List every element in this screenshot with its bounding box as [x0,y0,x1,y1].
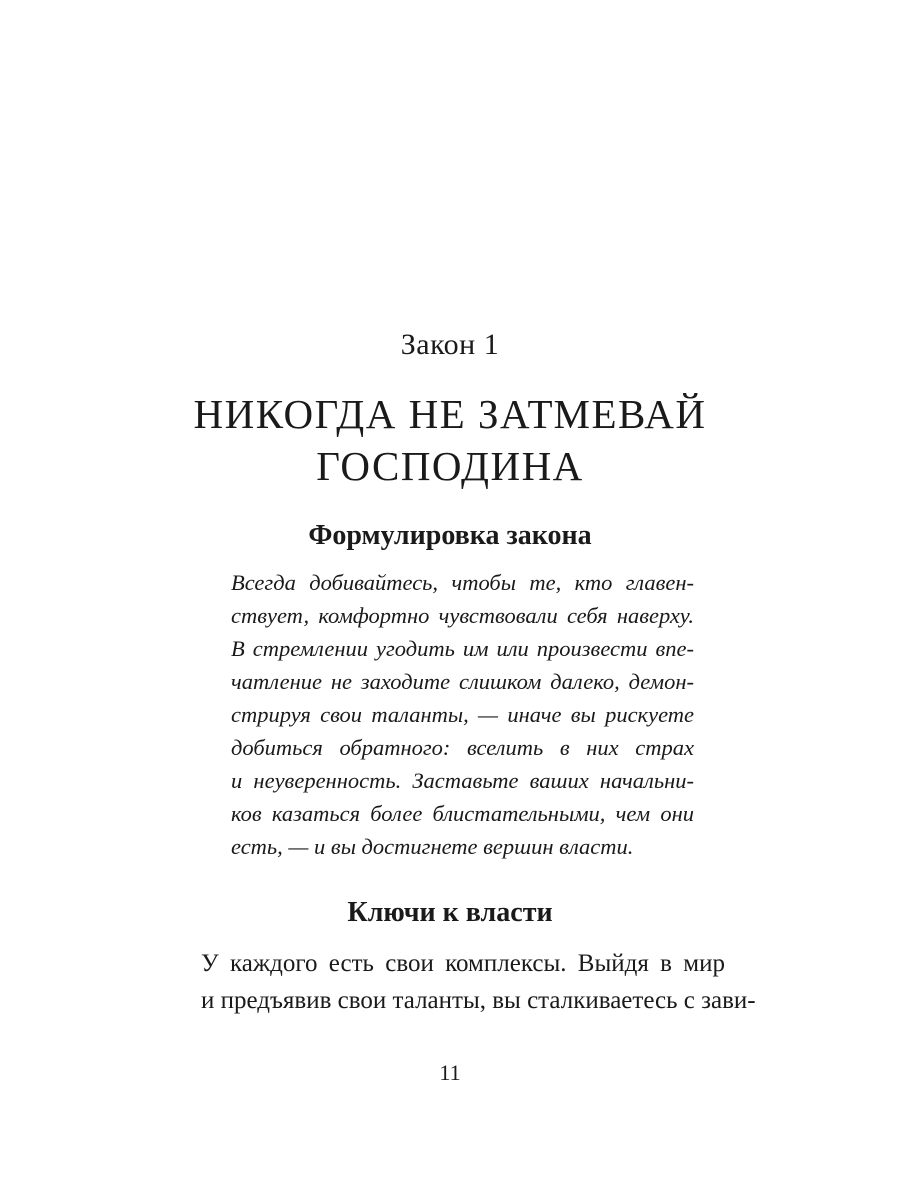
statement-line: В стремлении угодить им или произвести впе- [231,636,694,661]
statement-line: ствует, комфортно чувствовали себя наверху. [231,603,694,628]
statement-line: и неуверенность. Заставьте ваших начальни- [231,768,694,793]
statement-line: ков казаться более блистательными, чем они [231,801,694,826]
law-title-line: ГОСПОДИНА [316,443,584,489]
body-line: и предъявив свои таланты, вы сталкиваетесь с зави- [201,987,756,1014]
statement-heading: Формулировка закона [308,520,592,551]
body-line: У каждого есть свои комплексы. Выйдя в мир [201,950,725,977]
keys-heading: Ключи к власти [347,897,553,928]
page-number: 11 [439,1060,461,1085]
law-title-line: НИКОГДА НЕ ЗАТМЕВАЙ [193,391,707,437]
law-number: Закон 1 [400,328,500,361]
statement-line: стрируя свои таланты, — иначе вы рискуете [231,702,694,727]
statement-line: Всегда добивайтесь, чтобы те, кто главен- [231,570,694,595]
keys-body-text [201,945,756,1019]
statement-line: чатление не заходите слишком далеко, демон- [231,669,694,694]
statement-line: есть, — и вы достигнете вершин власти. [231,834,634,859]
law-title [0,388,900,492]
law-statement [231,566,694,863]
statement-line: добиться обратного: вселить в них страх [231,735,694,760]
